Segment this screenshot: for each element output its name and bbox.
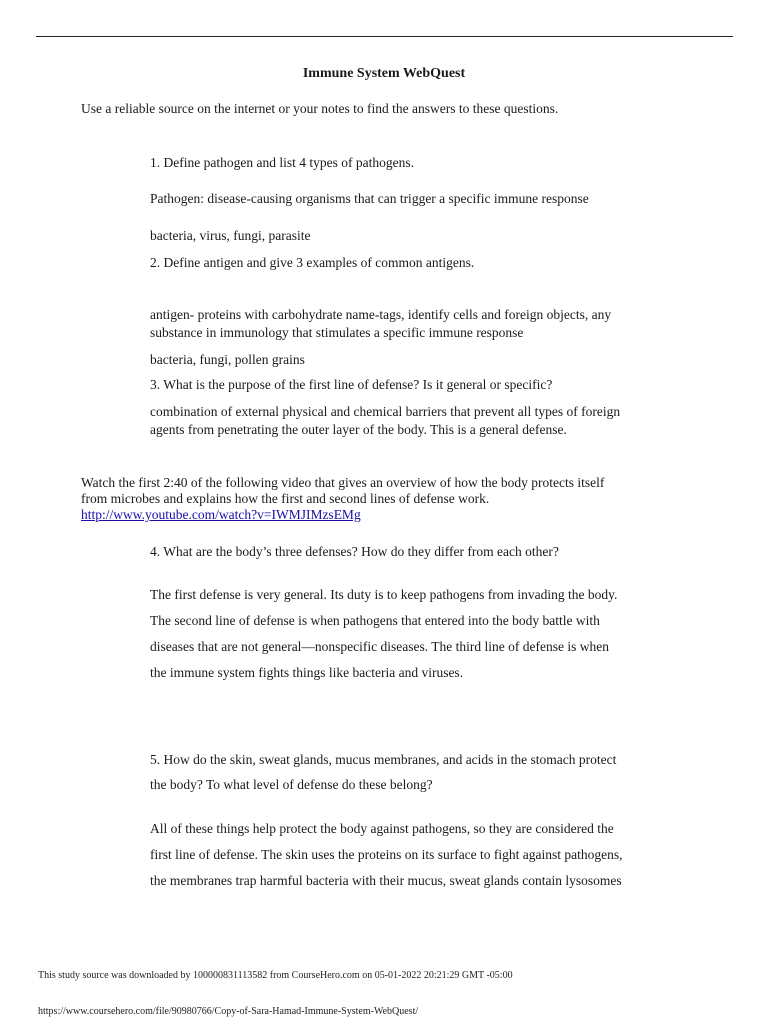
intro-text: Use a reliable source on the internet or your notes to find the answers to these questions. xyxy=(81,101,559,116)
answer-5-line-2: first line of defense. The skin uses the proteins on its surface to fight against pathogens, xyxy=(150,847,623,862)
question-2: 2. Define antigen and give 3 examples of common antigens. xyxy=(150,255,475,270)
answer-3-line-2: agents from penetrating the outer layer of the body. This is a general defense. xyxy=(150,422,567,437)
video-instructions-line-1: Watch the first 2:40 of the following video that gives an overview of how the body protects itself xyxy=(81,475,605,490)
question-5-line-1: 5. How do the skin, sweat glands, mucus membranes, and acids in the stomach protect xyxy=(150,752,617,767)
question-5-line-2: the body? To what level of defense do these belong? xyxy=(150,777,433,792)
answer-5-line-3: the membranes trap harmful bacteria with their mucus, sweat glands contain lysosomes xyxy=(150,873,622,888)
answer-4-line-1: The first defense is very general. Its duty is to keep pathogens from invading the body. xyxy=(150,587,618,602)
video-instructions-line-2: from microbes and explains how the first and second lines of defense work. xyxy=(81,491,490,506)
answer-2-line-1: antigen- proteins with carbohydrate name-tags, identify cells and foreign objects, any xyxy=(150,307,612,322)
answer-1-types: bacteria, virus, fungi, parasite xyxy=(150,228,311,243)
question-3: 3. What is the purpose of the first line of defense? Is it general or specific? xyxy=(150,377,553,392)
answer-3-line-1: combination of external physical and chemical barriers that prevent all types of foreign xyxy=(150,404,621,419)
answer-5-line-1: All of these things help protect the body against pathogens, so they are considered the xyxy=(150,821,614,836)
question-1: 1. Define pathogen and list 4 types of pathogens. xyxy=(150,155,414,170)
download-note: This study source was downloaded by 100000831113582 from CourseHero.com on 05-01-2022 20:21:29 GMT -05:00 xyxy=(38,970,513,981)
page-title: Immune System WebQuest xyxy=(302,66,466,81)
answer-4-line-2: The second line of defense is when pathogens that entered into the body battle with xyxy=(150,613,600,628)
answer-1-definition: Pathogen: disease-causing organisms that can trigger a specific immune response xyxy=(150,191,589,206)
answer-2-line-2: substance in immunology that stimulates a specific immune response xyxy=(150,325,524,340)
answer-2-examples: bacteria, fungi, pollen grains xyxy=(150,352,305,367)
source-url: https://www.coursehero.com/file/90980766/Copy-of-Sara-Hamad-Immune-System-WebQuest/ xyxy=(38,1006,419,1017)
top-rule xyxy=(36,36,733,37)
answer-4-line-3: diseases that are not general—nonspecific diseases. The third line of defense is when xyxy=(150,639,609,654)
video-link[interactable]: http://www.youtube.com/watch?v=IWMJIMzsEMg xyxy=(81,507,361,522)
answer-4-line-4: the immune system fights things like bacteria and viruses. xyxy=(150,665,464,680)
question-4: 4. What are the body’s three defenses? How do they differ from each other? xyxy=(150,544,559,559)
